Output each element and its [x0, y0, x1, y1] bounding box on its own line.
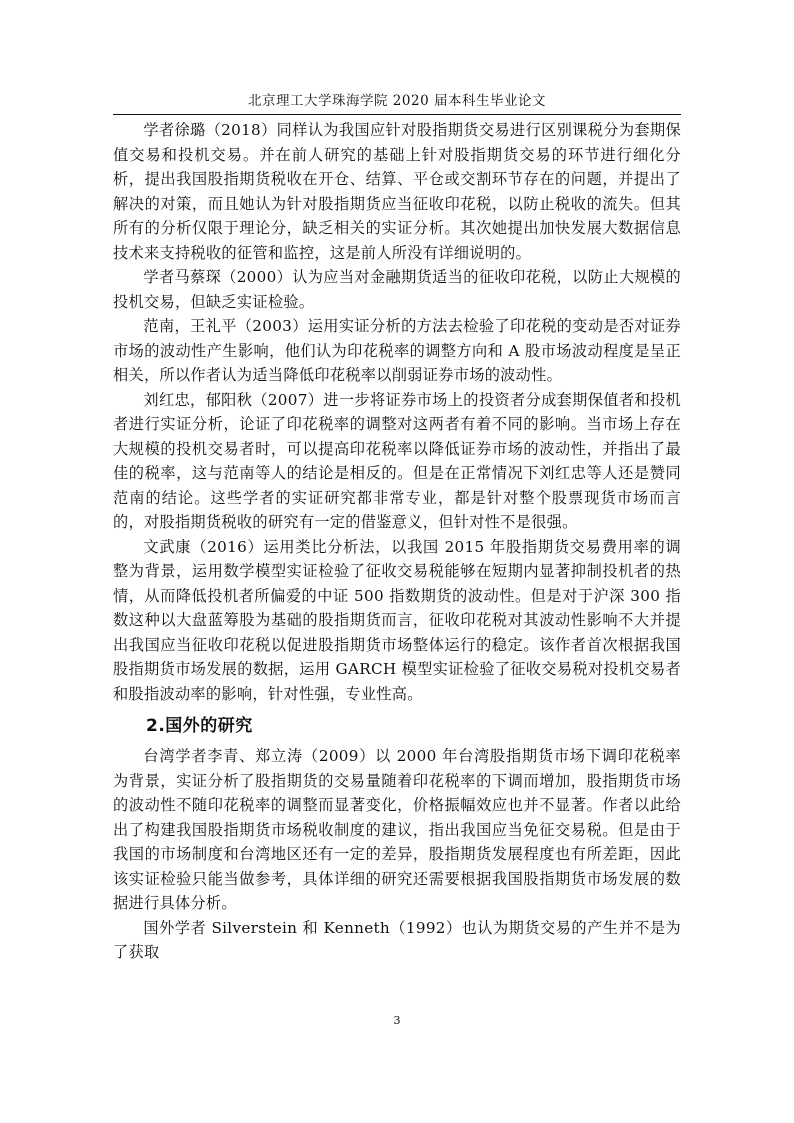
paragraph-liu-hongzhong-2007: 刘红忠，郁阳秋（2007）进一步将证券市场上的投资者分成套期保值者和投机者进行实证分析，论证了印花税率的调整对这两者有着不同的影响。当市场上存在大规模的投机交易者时，可以提高印花税率以降低证券市场的波动性，并指出了最佳的税率，这与范南等人的结论是相反的。但是在正常情况下刘红忠等人还是赞同范南的结论。这些学者的实证研究都非常专业，都是针对整个股票现货市场而言的，对股指期货税收的研究有一定的借鉴意义，但针对性不是很强。: [113, 390, 681, 531]
page-number: 3: [393, 1014, 401, 1027]
paragraph-ma-caichen-2000: 学者马蔡琛（2000）认为应当对金融期货适当的征收印花税，以防止大规模的投机交易，但缺乏实证检验。: [113, 268, 681, 311]
paragraph-silverstein-1992: 国外学者 Silverstein 和 Kenneth（1992）也认为期货交易的产生并不是为了获取: [113, 918, 681, 961]
paragraph-xu-lu-2018: 学者徐璐（2018）同样认为我国应针对股指期货交易进行区别课税分为套期保值交易和投机交易。并在前人研究的基础上针对股指期货交易的环节进行细化分析，提出我国股指期货税收在开仓、结算、平仓或交割环节存在的问题，并提出了解决的对策，而且她认为针对股指期货应当征收印花税，以防止税收的流失。但其所有的分析仅限于理论分，缺乏相关的实证分析。其次她提出加快发展大数据信息技术来支持税收的征管和监控，这是前人所没有详细说明的。: [113, 121, 681, 262]
paragraph-wen-wukang-2016: 文武康（2016）运用类比分析法，以我国 2015 年股指期货交易费用率的调整为背景，运用数学模型实证检验了征收交易税能够在短期内显著抑制投机者的热情，从而降低投机者所偏爱的中证 500 指数期货的波动性。但是对于沪深 300 指数这种以大盘蓝筹股为基础的股指期货而言，征收印花税对其波动性影响不大并提出我国应当征收印花税以促进股指期货市场整体运行的稳定。该作者首次根据我国股指期货市场发展的数据，运用 GARCH 模型实证检验了征收交易税对投机交易者和股指波动率的影响，针对性强，专业性高。: [113, 537, 681, 703]
section-heading-foreign-research: 2.国外的研究: [146, 716, 253, 736]
header-rule: [113, 114, 681, 115]
page-body: [113, 118, 681, 965]
paragraph-fan-nan-2003: 范南，王礼平（2003）运用实证分析的方法去检验了印花税的变动是否对证券市场的波动性产生影响，他们认为印花税率的调整方向和 A 股市场波动程度是呈正相关，所以作者认为适当降低印花税率以削弱证券市场的波动性。: [113, 317, 681, 384]
paragraph-taiwan-2009: 台湾学者李青、郑立涛（2009）以 2000 年台湾股指期货市场下调印花税率为背景，实证分析了股指期货的交易量随着印花税率的下调而增加，股指期货市场的波动性不随印花税率的调整而显著变化，价格振幅效应也并不显著。作者以此给出了构建我国股指期货市场税收制度的建议，指出我国应当免征交易税。但是由于我国的市场制度和台湾地区还有一定的差异，股指期货发展程度也有所差距，因此该实证检验只能当做参考，具体详细的研究还需要根据我国股指期货市场发展的数据进行具体分析。: [113, 747, 681, 912]
running-header: 北京理工大学珠海学院 2020 届本科生毕业论文: [248, 93, 546, 109]
